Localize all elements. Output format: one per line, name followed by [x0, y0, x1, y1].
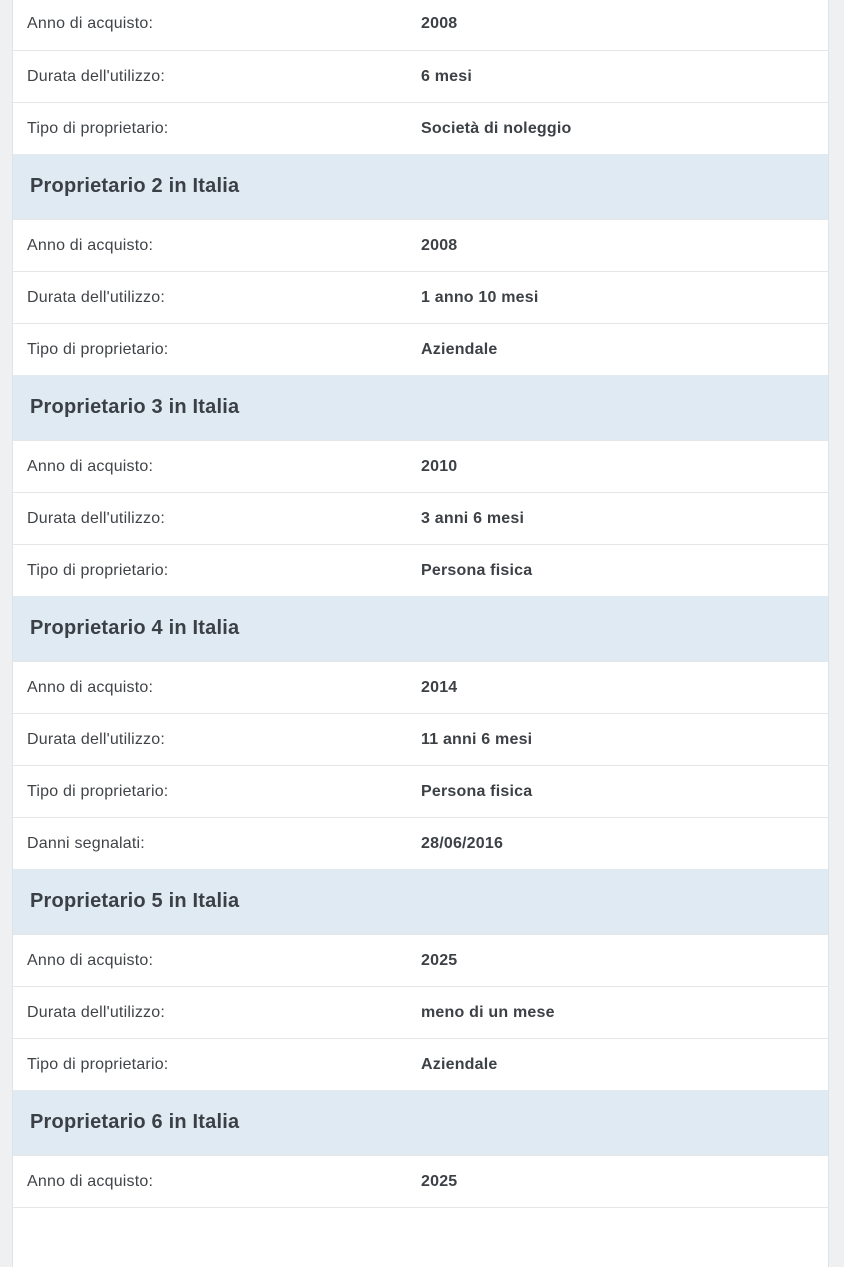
row-usage-duration: [13, 492, 828, 544]
row-label: Tipo di proprietario:: [27, 119, 169, 137]
row-owner-type: [13, 765, 828, 817]
section-header-owner-4: Proprietario 4 in Italia: [13, 596, 828, 661]
row-value: meno di un mese: [421, 1003, 555, 1021]
row-value: 2025: [421, 1172, 458, 1190]
row-value: 6 mesi: [421, 67, 473, 85]
row-label: Durata dell'utilizzo:: [27, 1003, 165, 1021]
row-purchase-year: [13, 934, 828, 986]
row-label: Durata dell'utilizzo:: [27, 509, 165, 527]
row-label: Tipo di proprietario:: [27, 782, 169, 800]
row-label: Durata dell'utilizzo:: [27, 288, 165, 306]
row-label: Tipo di proprietario:: [27, 561, 169, 579]
row-label: Tipo di proprietario:: [27, 340, 169, 358]
row-value: 2008: [421, 236, 458, 254]
section-header-owner-2: Proprietario 2 in Italia: [13, 154, 828, 219]
row-value: 2008: [421, 15, 458, 32]
row-label: Tipo di proprietario:: [27, 1055, 169, 1073]
section-header-owner-5: Proprietario 5 in Italia: [13, 869, 828, 934]
row-value: Aziendale: [421, 1055, 498, 1073]
row-usage-duration: [13, 271, 828, 323]
row-usage-duration: [13, 50, 828, 102]
owner-history-table: [12, 0, 829, 1267]
row-label: Anno di acquisto:: [27, 678, 154, 696]
row-value: Aziendale: [421, 340, 498, 358]
row-label: Durata dell'utilizzo:: [27, 67, 165, 85]
row-purchase-year: [13, 440, 828, 492]
row-usage-duration: [13, 713, 828, 765]
row-usage-duration: [13, 986, 828, 1038]
row-purchase-year: [13, 0, 828, 50]
row-owner-type: [13, 102, 828, 154]
row-purchase-year: [13, 1155, 828, 1207]
row-value: 3 anni 6 mesi: [421, 509, 525, 527]
row-value: Persona fisica: [421, 561, 533, 579]
section-header-owner-6: Proprietario 6 in Italia: [13, 1090, 828, 1155]
row-label: Anno di acquisto:: [27, 15, 154, 32]
row-label: Anno di acquisto:: [27, 951, 154, 969]
row-label: Anno di acquisto:: [27, 236, 154, 254]
row-owner-type: [13, 544, 828, 596]
row-label: Durata dell'utilizzo:: [27, 730, 165, 748]
row-value: Persona fisica: [421, 782, 533, 800]
row-owner-type: [13, 323, 828, 375]
row-label: Anno di acquisto:: [27, 457, 154, 475]
row-purchase-year: [13, 219, 828, 271]
row-partial: [13, 1207, 828, 1267]
row-value: 28/06/2016: [421, 834, 504, 852]
row-reported-damage: [13, 817, 828, 869]
row-value: Società di noleggio: [421, 119, 572, 137]
row-value: 2014: [421, 678, 458, 696]
row-purchase-year: [13, 661, 828, 713]
section-header-owner-3: Proprietario 3 in Italia: [13, 375, 828, 440]
row-value: 11 anni 6 mesi: [421, 730, 533, 748]
row-label: Danni segnalati:: [27, 834, 145, 852]
row-owner-type: [13, 1038, 828, 1090]
row-value: 2025: [421, 951, 458, 969]
row-label: Anno di acquisto:: [27, 1172, 154, 1190]
row-value: 2010: [421, 457, 458, 475]
row-value: 1 anno 10 mesi: [421, 288, 539, 306]
